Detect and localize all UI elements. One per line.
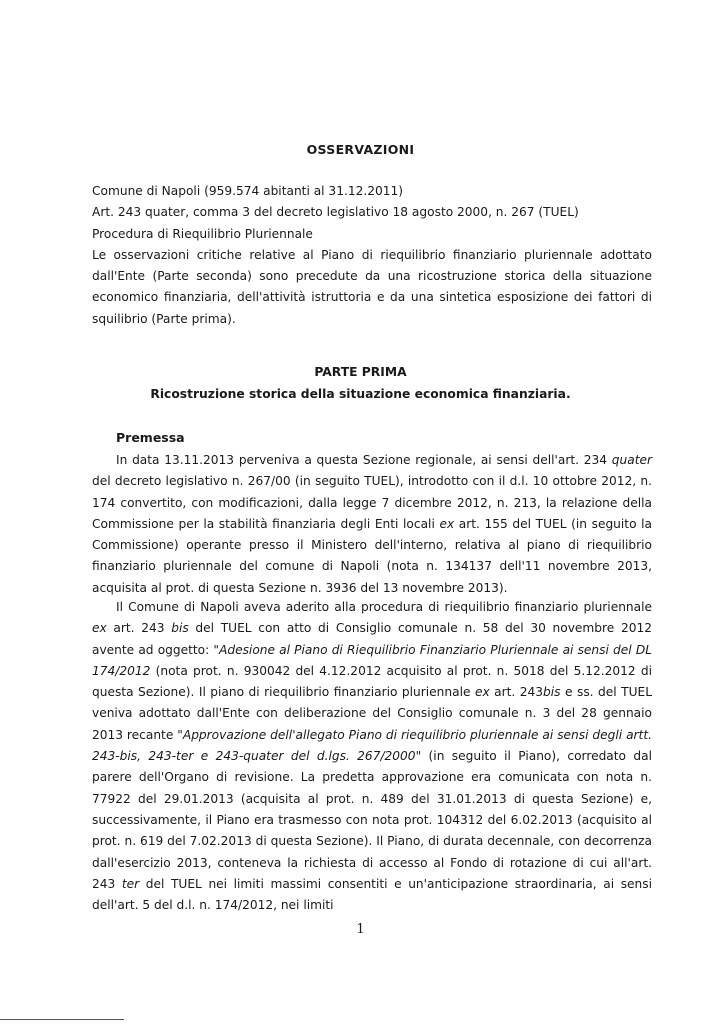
paragraph-1-italic-quater: quater — [611, 453, 652, 467]
paragraph-2-text-k: e ss. del TUEL veniva adottato dall'Ente con deliberazione del Consiglio comunale n. 3 del 28 gennaio 2013 recante — [92, 685, 652, 742]
paragraph-2-italic-approval: "Approvazione dell'allegato Piano di riequilibrio pluriennale ai sensi degli artt. 243-bis, 243-ter e 243-quater del d.lgs. 267/2000" — [92, 727, 652, 764]
paragraph-2-italic-ter: ter — [121, 876, 140, 891]
paragraph-2-text-a: Il Comune di Napoli aveva aderito alla procedura di riequilibrio finanziario pluriennale — [116, 600, 652, 614]
part-subheading: Ricostruzione storica della situazione economica finanziaria. — [150, 387, 571, 401]
intro-paragraph: Le osservazioni critiche relative al Piano di riequilibrio finanziario pluriennale adottato dall'Ente (Parte seconda) sono precedute da una ricostruzione storica della situazione economico finanziaria, dell'attività istruttoria e da una sintetica esposizione dei fattori di squilibrio (Parte prima). — [92, 247, 652, 326]
paragraph-2-italic-ex-2: ex — [474, 685, 490, 700]
paragraph-2-text-c: art. 243 — [106, 621, 172, 636]
intro-block — [92, 181, 652, 330]
paragraph-2-text-m: (in seguito il Piano), corredato dal parere dell'Organo di revisione. La predetta approvazione era comunicata con nota n. 77922 del 29.01.2013 (acquisita al prot. n. 489 del 31.01.2013 di questa Sezione) e, successivamente, il Piano era trasmesso con nota prot. 104312 del 6.02.2013 (acquisito al prot. n. 619 del 7.02.2013 di questa Sezione). Il Piano, di durata decennale, con decorrenza dall'esercizio 2013, conteneva la richiesta di accesso al Fondo di rotazione di cui all'art. 243 — [92, 749, 652, 891]
paragraph-1-italic-ex: ex — [439, 516, 455, 531]
paragraph-1-text-c: del decreto legislativo n. 267/00 (in seguito TUEL), introdotto con il d.l. 10 ottobre 2012, n. 174 convertito, con modificazioni, dalla legge 7 dicembre 2012, n. 213, la relazione della Commissione per la stabilità finanziaria degli Enti locali — [92, 474, 652, 531]
paragraph-2-text-i: art. 243 — [489, 685, 544, 700]
paragraph-1 — [92, 450, 652, 599]
page-number: 1 — [356, 922, 365, 937]
paragraph-1-text-a: In data 13.11.2013 perveniva a questa Sezione regionale, ai sensi dell'art. 234 — [116, 453, 612, 467]
intro-line-municipality: Comune di Napoli (959.574 abitanti al 31.12.2011) — [92, 184, 403, 198]
footer-rule — [0, 1019, 124, 1020]
paragraph-2-text-e: del TUEL con atto di Consiglio comunale n. 58 del 30 novembre 2012 avente ad oggetto: — [92, 621, 652, 657]
paragraph-2 — [92, 597, 652, 916]
section-heading: Premessa — [116, 430, 185, 445]
paragraph-2-text-o: del TUEL nei limiti massimi consentiti e un'anticipazione straordinaria, ai sensi dell'art. 5 del d.l. n. 174/2012, nei limiti — [92, 876, 652, 913]
paragraph-2-italic-ex: ex — [92, 621, 107, 636]
paragraph-2-italic-subject: "Adesione al Piano di Riequilibrio Finanziario Pluriennale ai sensi del DL 174/2012 — [92, 642, 652, 678]
paragraph-2-italic-bis: bis — [171, 621, 189, 636]
part-heading: PARTE PRIMA — [314, 365, 407, 379]
paragraph-2-text-g: (nota prot. n. 930042 del 4.12.2012 acquisito al prot. n. 5018 del 5.12.2012 di questa Sezione). Il piano di riequilibrio finanziario pluriennale — [92, 663, 652, 700]
intro-line-legal-reference: Art. 243 quater, comma 3 del decreto legislativo 18 agosto 2000, n. 267 (TUEL) — [92, 205, 579, 220]
document-title: OSSERVAZIONI — [306, 142, 415, 157]
paragraph-2-italic-bis-2: bis — [543, 685, 561, 700]
paragraph-1-text-e: art. 155 del TUEL (in seguito la Commissione) operante presso il Ministero dell'interno, relativa al piano di riequilibrio finanziario pluriennale del comune di Napoli (nota n. 134137 dell'11 novembre 2013, acquisita al prot. di questa Sezione n. 3936 del 13 novembre 2013). — [92, 516, 652, 595]
intro-line-procedure: Procedura di Riequilibrio Pluriennale — [92, 226, 313, 241]
